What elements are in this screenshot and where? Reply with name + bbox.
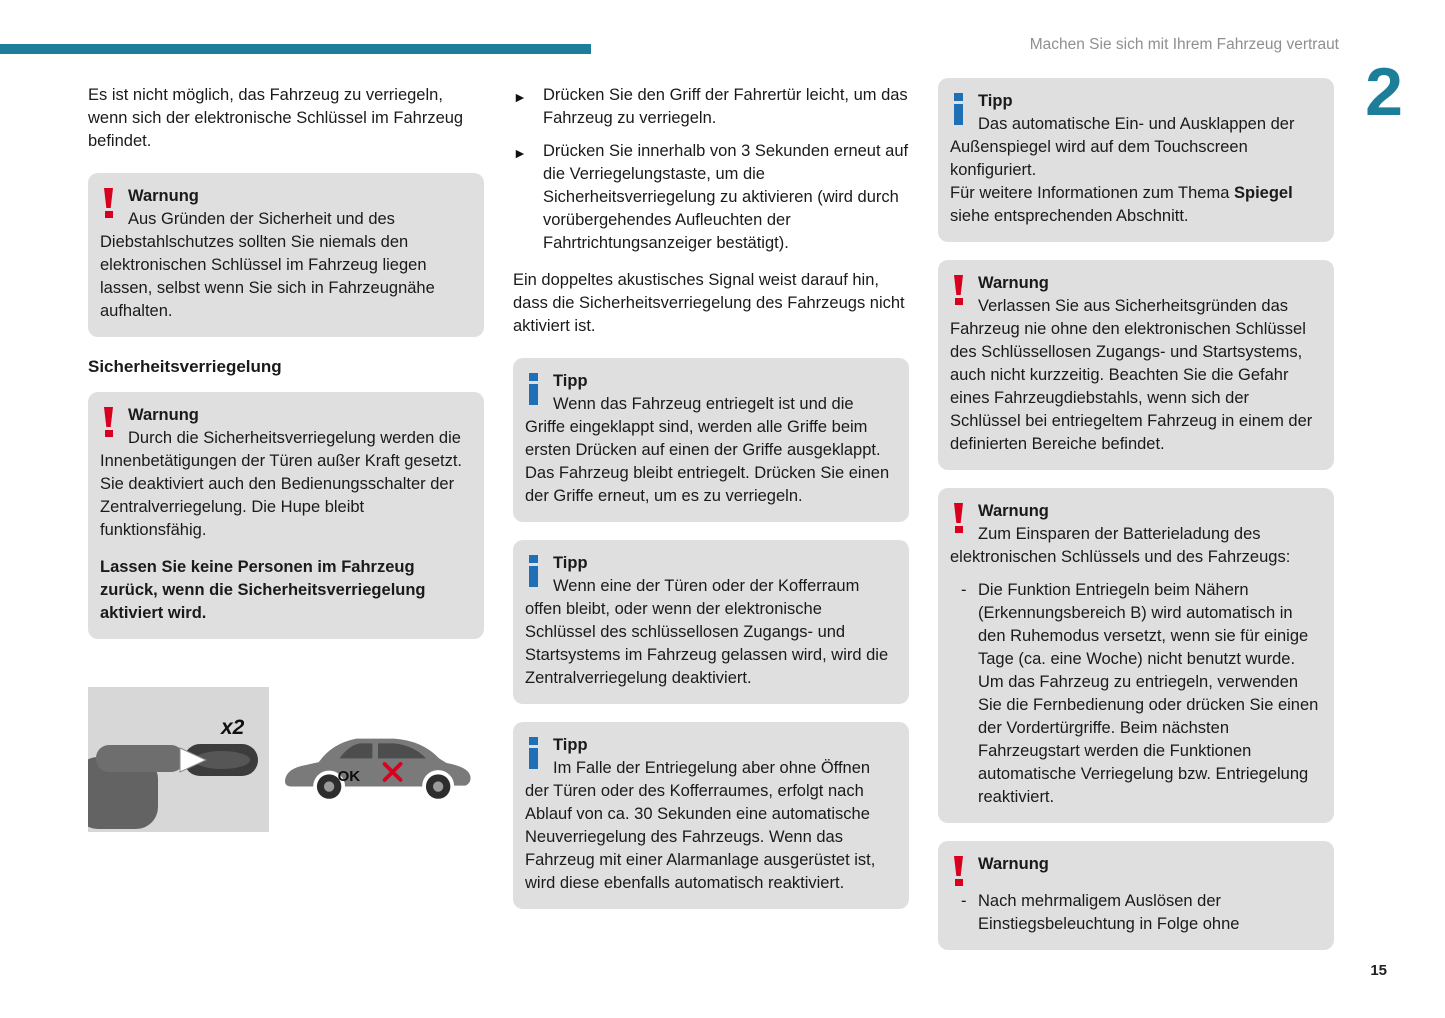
intro-paragraph: Es ist nicht möglich, das Fahrzeug zu verriegeln, wenn sich der elektronische Schlüssel im Fahrzeug befindet. — [88, 86, 464, 150]
door-handle-illustration — [88, 687, 484, 832]
warning-box — [938, 260, 1334, 470]
warning-intro: Zum Einsparen der Batterieladung des elektronischen Schlüssels und des Fahrzeugs: — [950, 525, 1291, 566]
warning-title: Warnung — [978, 274, 1049, 292]
warning-icon — [952, 856, 965, 888]
tip-body-text: siehe entsprechenden Abschnitt. — [950, 207, 1189, 225]
tip-box — [513, 358, 909, 522]
column-right — [938, 78, 1334, 968]
tip-title: Tipp — [553, 554, 588, 572]
tip-body-text: Für weitere Informationen zum Thema — [950, 184, 1234, 202]
car-illustration — [279, 717, 477, 818]
warning-title: Warnung — [128, 406, 199, 424]
running-header: Machen Sie sich mit Ihrem Fahrzeug vertraut — [1029, 36, 1339, 53]
chapter-number: 2 — [1365, 54, 1403, 130]
tip-title: Tipp — [978, 92, 1013, 110]
handle-panel — [88, 687, 269, 832]
info-icon — [527, 737, 540, 769]
warning-box — [88, 392, 484, 639]
warning-body: Durch die Sicherheitsverriegelung werden die Innenbetätigungen der Türen außer Kraft gesetzt. Sie deaktiviert auch den Bedienungsschalter der Zentralverriegelung. Die Hupe bleibt funktionsfähig. — [100, 429, 463, 539]
tip-body: Wenn das Fahrzeug entriegelt ist und die Griffe eingeklappt sind, werden alle Griffe beim ersten Drücken auf einen der Griffe ausgeklappt. Das Fahrzeug bleibt entriegelt. Drücken Sie einen der Griffe erneut, um es zu verriegeln. — [525, 395, 890, 505]
info-icon — [527, 373, 540, 405]
finger-icon — [96, 745, 184, 772]
info-icon — [952, 93, 965, 125]
warning-icon — [952, 503, 965, 535]
page-number: 15 — [1370, 962, 1387, 979]
instruction-bullet: ► Drücken Sie innerhalb von 3 Sekunden erneut auf die Verriegelungstaste, um die Sicherheitsverriegelung zu aktivieren (wird durch vorübergehendes Aufleuchten der Fahrtrichtungsanzeiger bestätigt). — [513, 140, 909, 255]
warning-title: Warnung — [128, 187, 199, 205]
warning-body: Aus Gründen der Sicherheit und des Diebstahlschutzes sollten Sie niemals den elektronischen Schlüssel im Fahrzeug liegen lassen, selbst wenn Sie sich in Fahrzeugnähe aufhalten. — [100, 210, 435, 320]
instruction-bullet: ► Drücken Sie den Griff der Fahrertür leicht, um das Fahrzeug zu verriegeln. — [513, 84, 909, 130]
warning-body: Verlassen Sie aus Sicherheitsgründen das Fahrzeug nie ohne den elektronischen Schlüssel des Schlüssellosen Zugangs- und Startsystems, auch nicht kurzzeitig. Beachten Sie die Gefahr eines Fahrzeugdiebstahls, wenn sich der Schlüssel bei entriegeltem Fahrzeug in einem der definierten Bereiche befindet. — [950, 297, 1313, 453]
tip-box — [513, 722, 909, 909]
warning-icon — [102, 188, 115, 220]
car-graphic — [279, 717, 477, 811]
header-accent-bar — [0, 44, 591, 54]
warning-icon — [102, 407, 115, 439]
tip-body — [950, 113, 1320, 228]
body-paragraph: Ein doppeltes akustisches Signal weist darauf hin, dass die Sicherheitsverriegelung des Fahrzeugs nicht aktiviert ist. — [513, 271, 905, 335]
tip-body-bold: Spiegel — [1233, 184, 1293, 202]
tip-body: Wenn eine der Türen oder der Kofferraum offen bleibt, oder wenn der elektronische Schlüssel des schlüssellosen Zugangs- und Startsystems im Fahrzeug gelassen wird, wird die Zentralverriegelung deaktiviert. — [525, 577, 889, 687]
warning-icon — [952, 275, 965, 307]
ok-label: OK — [337, 767, 361, 785]
press-multiplier-label: x2 — [221, 716, 245, 739]
warning-list-item: - Nach mehrmaligem Auslösen der Einstiegsbeleuchtung in Folge ohne — [950, 890, 1320, 936]
warning-title: Warnung — [978, 855, 1049, 873]
warning-note: Lassen Sie keine Personen im Fahrzeug zurück, wenn die Sicherheitsverriegelung aktiviert wird. — [100, 558, 426, 622]
warning-box — [938, 488, 1334, 823]
warning-box — [88, 173, 484, 337]
warning-list-item: - Die Funktion Entriegeln beim Nähern (Erkennungsbereich B) wird automatisch in den Ruhemodus versetzt, wenn sie für einige Tage (ca. eine Woche) nicht benutzt wurde. Um das Fahrzeug zu entriegeln, verwenden Sie die Fernbedienung oder drücken Sie einen der Vordertürgriffe. Beim nächsten Fahrzeugstart werden die Funktionen automatische Verriegelung bzw. Entriegelung reaktiviert. — [950, 579, 1320, 809]
handle-press-graphic — [88, 687, 269, 832]
tip-box — [513, 540, 909, 704]
tip-title: Tipp — [553, 736, 588, 754]
tip-body: Im Falle der Entriegelung aber ohne Öffnen der Türen oder des Kofferraumes, erfolgt nach Ablauf von ca. 30 Sekunden eine automatische Neuverriegelung des Fahrzeugs. Wenn das Fahrzeug mit einer Alarmanlage ausgerüstet ist, wird diese ebenfalls automatisch reaktiviert. — [525, 759, 876, 892]
tip-title: Tipp — [553, 372, 588, 390]
tip-box — [938, 78, 1334, 242]
info-icon — [527, 555, 540, 587]
column-center — [513, 84, 909, 927]
section-heading: Sicherheitsverriegelung — [88, 357, 282, 376]
column-left — [88, 84, 484, 832]
warning-box — [938, 841, 1334, 950]
tip-body-text: Das automatische Ein- und Ausklappen der Außenspiegel wird auf dem Touchscreen konfiguriert. — [950, 115, 1295, 179]
warning-title: Warnung — [978, 502, 1049, 520]
